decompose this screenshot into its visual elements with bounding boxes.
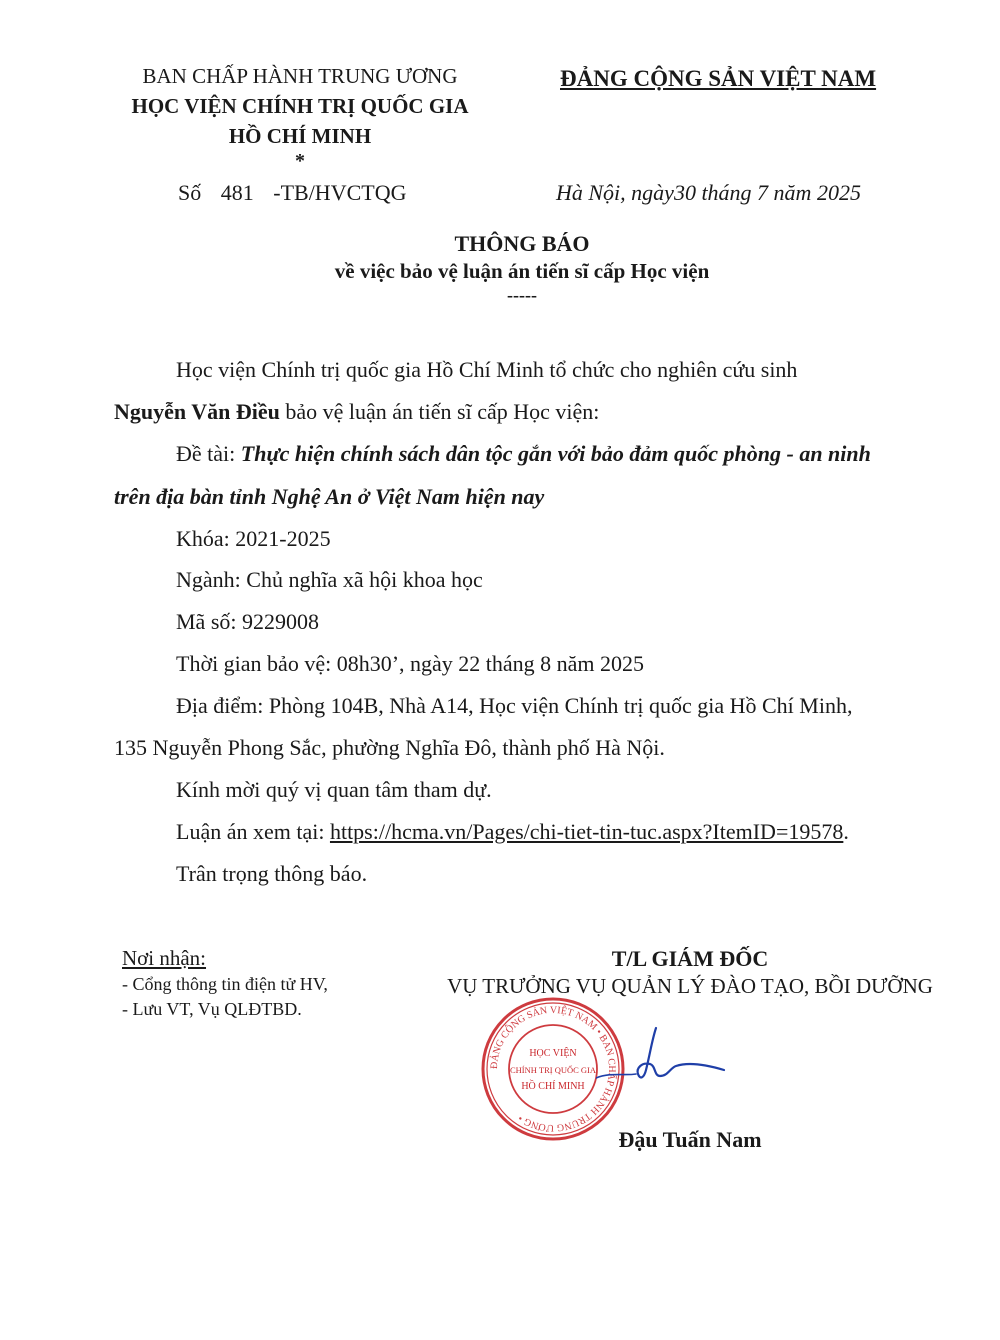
- thesis-link-line: [176, 819, 849, 845]
- header-star: *: [295, 150, 305, 172]
- document-number: [178, 180, 406, 206]
- candidate-name: Nguyễn Văn Điều: [114, 399, 280, 424]
- agency-name-line1: HỌC VIỆN CHÍNH TRỊ QUỐC GIA: [131, 94, 469, 118]
- doc-number-value: 481: [220, 180, 254, 205]
- major-code: Mã số: 9229008: [176, 609, 319, 634]
- thesis-link-end: .: [843, 819, 849, 844]
- recipient-1: - Cổng thông tin điện tử HV,: [122, 974, 328, 994]
- topic-label: Đề tài:: [176, 441, 241, 466]
- seal-ring-text: ĐẢNG CỘNG SẢN VIỆT NAM • BAN CHẤP HÀNH TRUNG ƯƠNG •: [488, 1004, 618, 1134]
- invitation: Kính mời quý vị quan tâm tham dự.: [176, 777, 492, 802]
- thesis-label: Luận án xem tại:: [176, 819, 330, 844]
- thesis-link[interactable]: https://hcma.vn/Pages/chi-tiet-tin-tuc.aspx?ItemID=19578: [329, 819, 844, 844]
- agency-name-line2: HỒ CHÍ MINH: [228, 124, 372, 148]
- defense-time: Thời gian bảo vệ: 08h30’, ngày 22 tháng 8 năm 2025: [176, 651, 645, 676]
- sign-title: T/L GIÁM ĐỐC: [611, 946, 769, 971]
- intro-line2: [114, 399, 599, 425]
- topic-line2: trên địa bàn tỉnh Nghệ An ở Việt Nam hiện nay: [114, 484, 545, 509]
- sign-position: VỤ TRƯỞNG VỤ QUẢN LÝ ĐÀO TẠO, BỒI DƯỠNG: [447, 974, 933, 998]
- intro-line2-rest: bảo vệ luận án tiến sĩ cấp Học viện:: [279, 399, 600, 424]
- topic-line1: [176, 441, 871, 467]
- notice-title: THÔNG BÁO: [454, 231, 590, 256]
- doc-number-prefix: Số: [178, 180, 202, 205]
- handwritten-signature: [596, 1018, 746, 1098]
- title-separator: -----: [507, 285, 537, 305]
- seal-center-2: CHÍNH TRỊ QUỐC GIA: [509, 1065, 597, 1075]
- course: Khóa: 2021-2025: [176, 526, 331, 551]
- seal-center-1: HỌC VIỆN: [529, 1048, 577, 1059]
- location-line2: 135 Nguyễn Phong Sắc, phường Nghĩa Đô, thành phố Hà Nội.: [114, 735, 665, 760]
- recipient-2: - Lưu VT, Vụ QLĐTBD.: [122, 999, 302, 1019]
- closing: Trân trọng thông báo.: [176, 861, 368, 886]
- doc-number-suffix: -TB/HVCTQG: [273, 180, 407, 205]
- party-title: ĐẢNG CỘNG SẢN VIỆT NAM: [560, 66, 877, 91]
- intro-line1: Học viện Chính trị quốc gia Hồ Chí Minh tổ chức cho nghiên cứu sinh: [176, 357, 798, 382]
- location-line1: Địa điểm: Phòng 104B, Nhà A14, Học viện Chính trị quốc gia Hồ Chí Minh,: [176, 693, 853, 718]
- major: Ngành: Chủ nghĩa xã hội khoa học: [176, 567, 483, 592]
- document-date: Hà Nội, ngày30 tháng 7 năm 2025: [556, 180, 861, 205]
- seal-center-3: HỒ CHÍ MINH: [521, 1081, 585, 1092]
- topic-text-1: Thực hiện chính sách dân tộc gắn với bảo đảm quốc phòng - an ninh: [240, 441, 871, 466]
- agency-parent: BAN CHẤP HÀNH TRUNG ƯƠNG: [142, 64, 458, 88]
- notice-subtitle: về việc bảo vệ luận án tiến sĩ cấp Học viện: [334, 259, 710, 283]
- signer-name: Đậu Tuấn Nam: [618, 1127, 762, 1152]
- recipients-title: Nơi nhận:: [122, 946, 207, 970]
